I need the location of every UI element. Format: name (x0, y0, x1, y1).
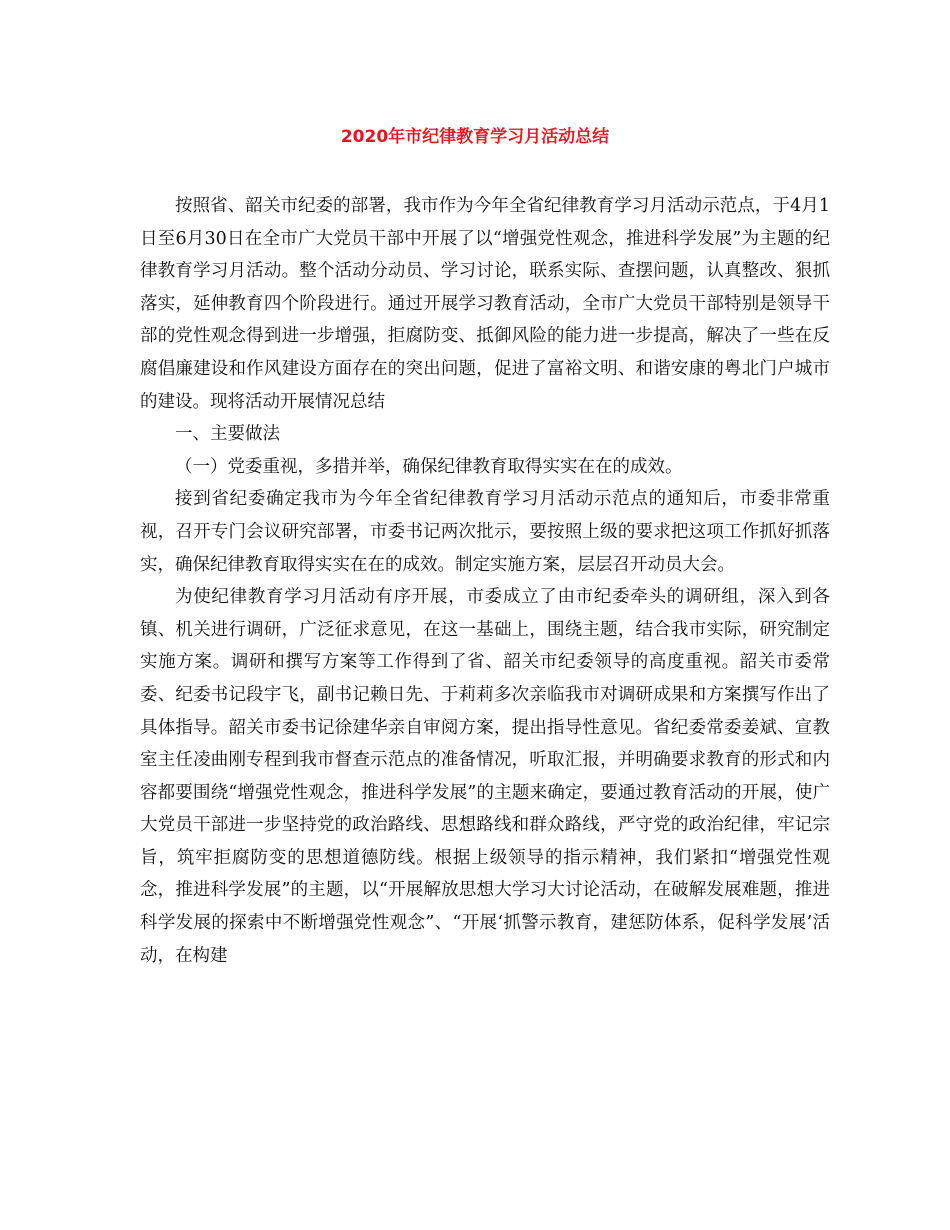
intro-paragraph: 按照省、韶关市纪委的部署，我市作为今年全省纪律教育学习月活动示范点，于4月1日至6月30日在全市广大党员干部中开展了以“增强党性观念，推进科学发展”为主题的纪律教育学习月活动。整个活动分动员、学习讨论，联系实际、查摆问题，认真整改、狠抓落实，延伸教育四个阶段进行。通过开展学习教育活动，全市广大党员干部特别是领导干部的党性观念得到进一步增强，拒腐防变、抵御风险的能力进一步提高，解决了一些在反腐倡廉建设和作风建设方面存在的突出问题，促进了富裕文明、和谐安康的粤北门户城市的建设。现将活动开展情况总结 (140, 196, 830, 412)
document-body (140, 190, 830, 972)
body-paragraph: 接到省纪委确定我市为今年全省纪律教育学习月活动示范点的通知后，市委非常重视，召开专门会议研究部署，市委书记两次批示，要按照上级的要求把这项工作抓好抓落实，确保纪律教育取得实实在在的成效。制定实施方案，层层召开动员大会。 (140, 489, 830, 575)
document-title: 2020年市纪律教育学习月活动总结 (340, 127, 610, 147)
subsection-heading: （一）党委重视，多措并举，确保纪律教育取得实实在在的成效。 (175, 456, 683, 477)
body-paragraph: 为使纪律教育学习月活动有序开展，市委成立了由市纪委牵头的调研组，深入到各镇、机关进行调研，广泛征求意见，在这一基础上，围绕主题，结合我市实际，研究制定实施方案。调研和撰写方案等工作得到了省、韶关市纪委领导的高度重视。韶关市委常委、纪委书记段宇飞，副书记赖日先、于莉莉多次亲临我市对调研成果和方案撰写作出了具体指导。韶关市委书记徐建华亲自审阅方案，提出指导性意见。省纪委常委姜斌、宣教室主任凌曲刚专程到我市督查示范点的准备情况，听取汇报，并明确要求教育的形式和内容都要围绕“增强党性观念，推进科学发展”的主题来确定，要通过教育活动的开展，使广大党员干部进一步坚持党的政治路线、思想路线和群众路线，严守党的政治纪律，牢记宗旨，筑牢拒腐防变的思想道德防线。根据上级领导的指示精神，我们紧扣“增强党性观念，推进科学发展”的主题，以“开展解放思想大学习大讨论活动，在破解发展难题，推进科学发展的探索中不断增强党性观念”、“开展‘抓警示教育，建惩防体系，促科学发展’活动，在构建 (140, 587, 830, 966)
section-heading: 一、主要做法 (175, 424, 280, 445)
